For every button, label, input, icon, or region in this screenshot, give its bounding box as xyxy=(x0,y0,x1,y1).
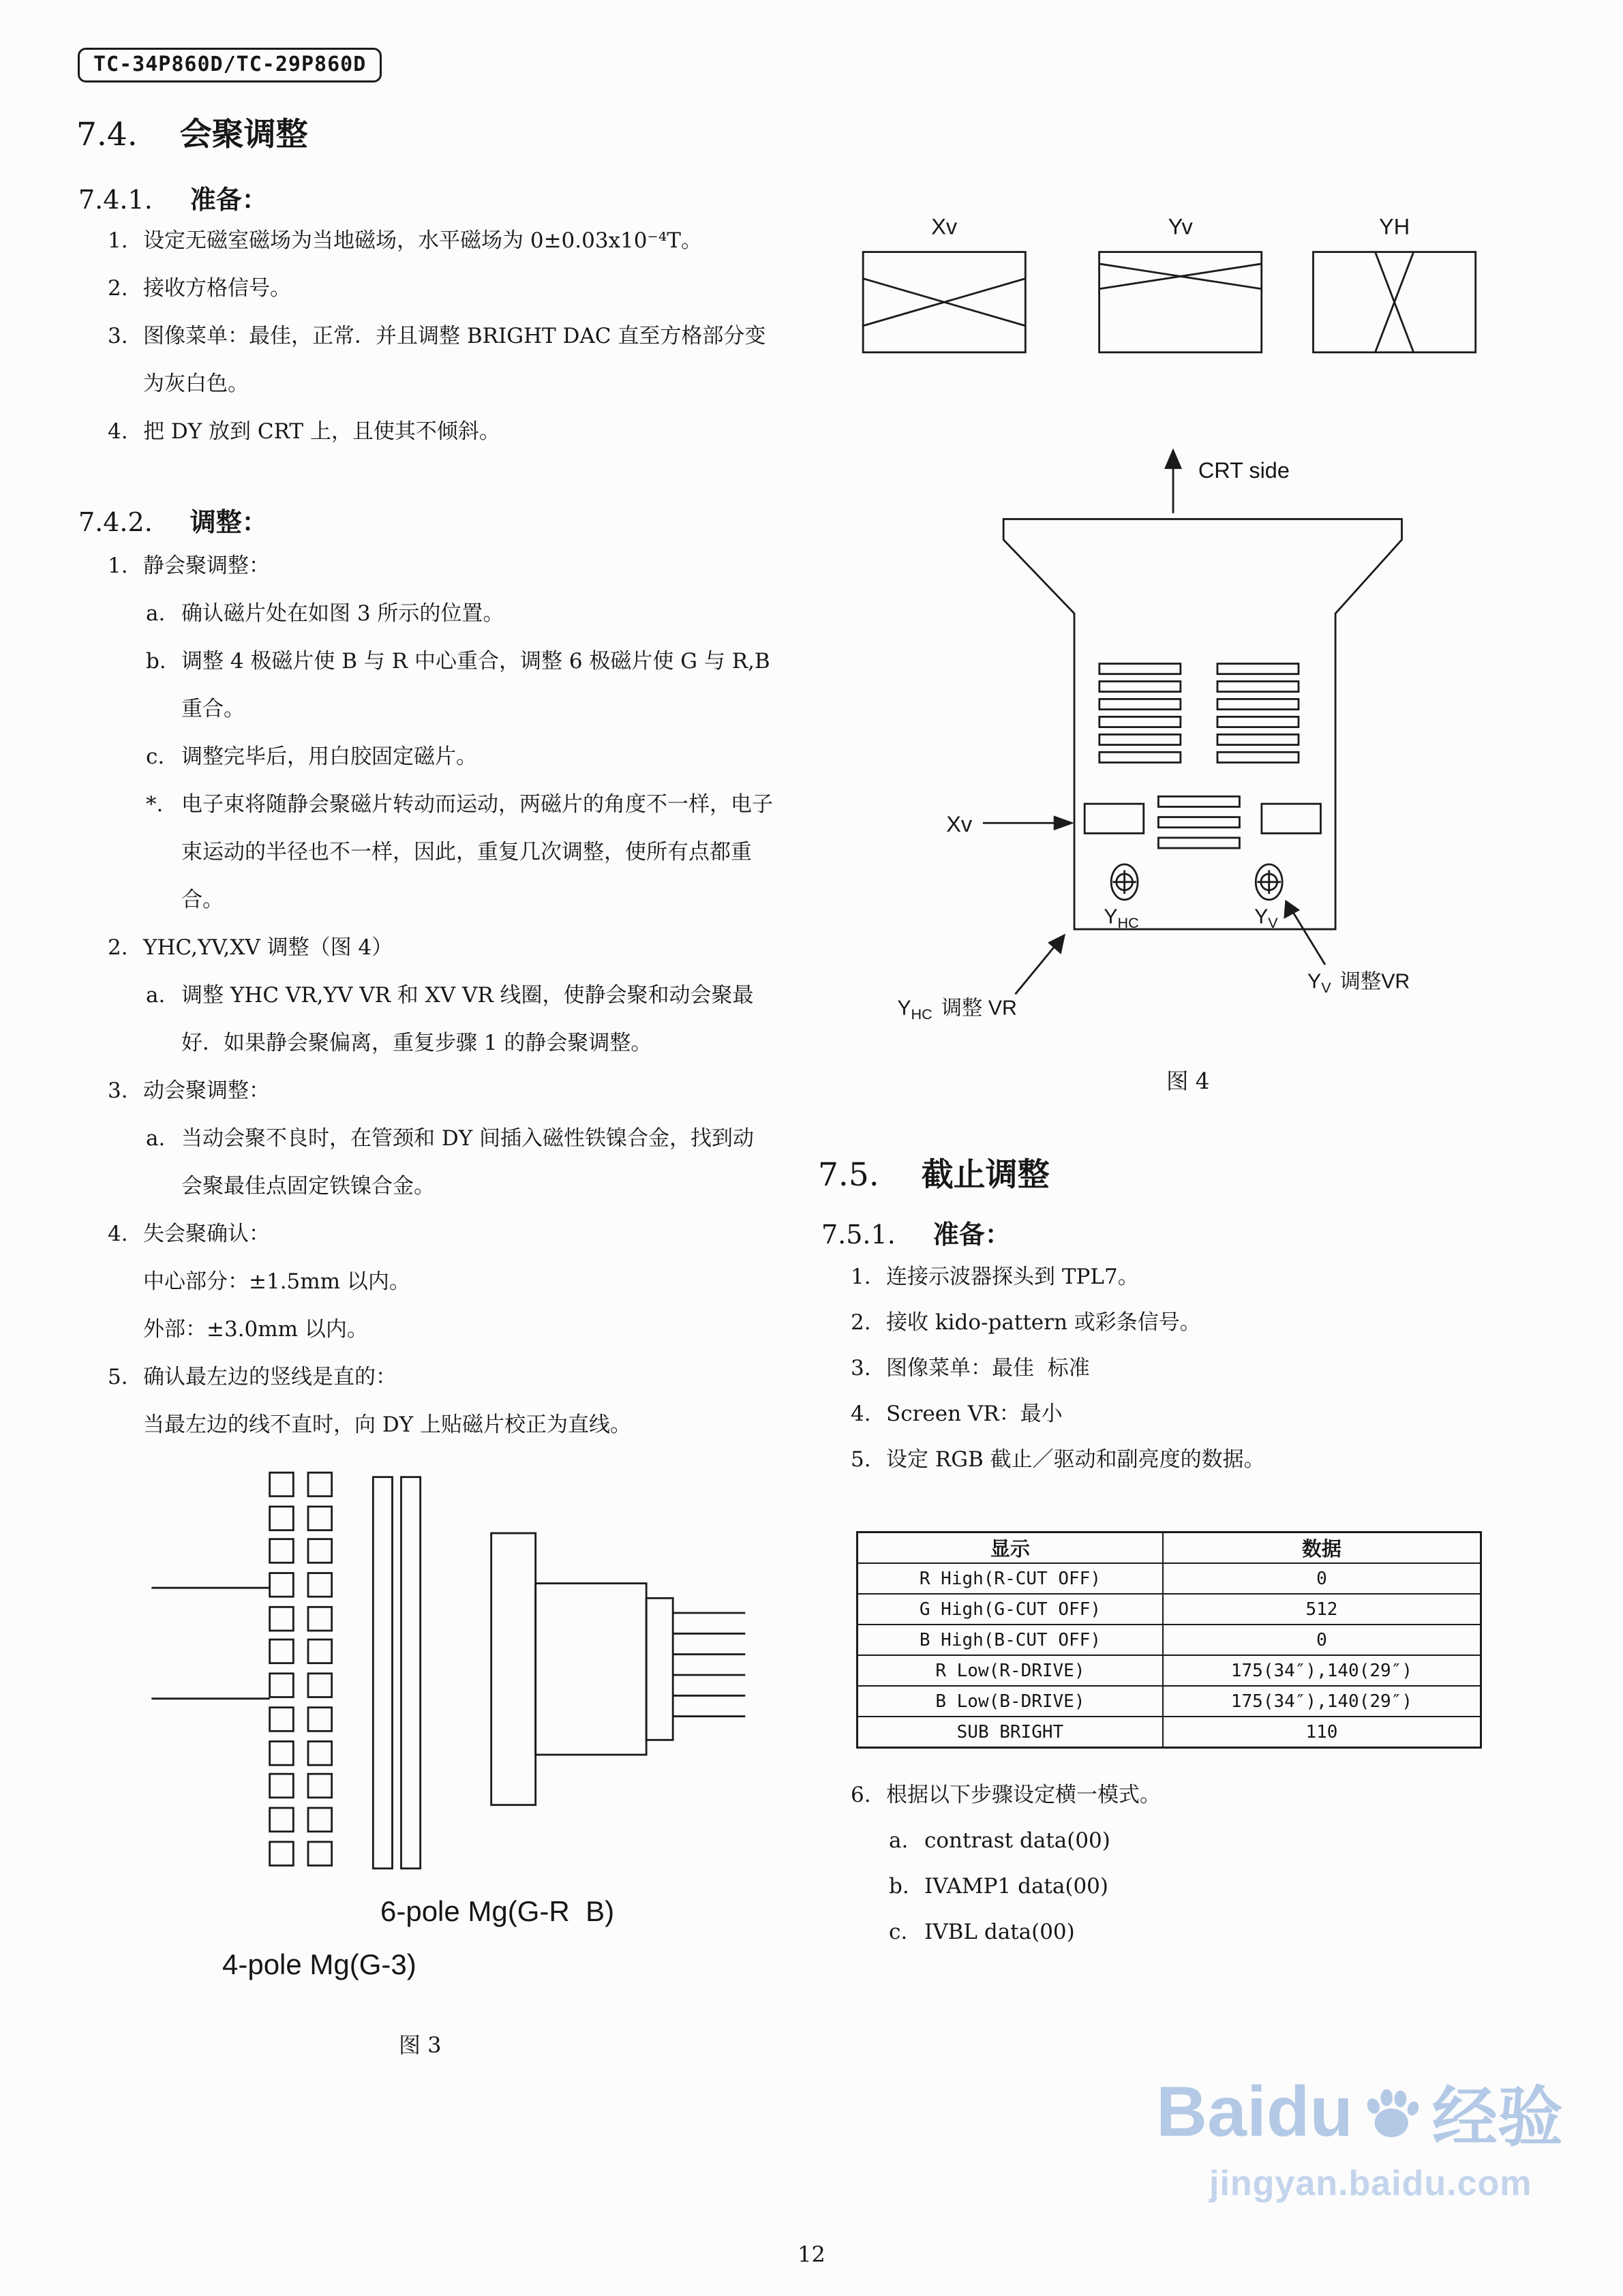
yv-vr-adjust-label: $Y_V$ 调整VR xyxy=(1307,970,1410,997)
label-4pole-magnet: 4-pole Mg(G-3) xyxy=(222,1948,416,1980)
section-7-4-title xyxy=(76,109,308,155)
list-item: a. 调整 YHC VR,YV VR 和 XV VR 线圈，使静会聚和动会聚最好．如果静会聚偏离，重复步骤 1 的静会聚调整。 xyxy=(146,983,754,1055)
list-item: 3. 图像菜单：最佳，正常．并且调整 BRIGHT DAC 直至方格部分变为灰白色。 xyxy=(108,324,766,396)
table-row: R High(R-CUT OFF) 0 xyxy=(858,1563,1481,1594)
arrow-up-right-icon xyxy=(1015,934,1065,995)
crt-side-label: CRT side xyxy=(1198,457,1290,483)
crt-neck-lines xyxy=(151,1588,269,1699)
section-7-4-2-title xyxy=(78,501,268,539)
magnet-ring-stack-left xyxy=(270,1472,294,1865)
convergence-waveform-patterns xyxy=(826,205,1505,360)
list-item: 4. 把 DY 放到 CRT 上，且使其不倾斜。 xyxy=(108,419,500,444)
page-number: 12 xyxy=(798,2241,825,2267)
column-header-data: 数据 xyxy=(1163,1532,1481,1564)
table-row: R Low(R-DRIVE) 175(34″),140(29″) xyxy=(858,1655,1481,1686)
list-item: 5. 设定 RGB 截止／驱动和副亮度的数据。 xyxy=(851,1447,1265,1472)
list-item: c. 调整完毕后，用白胶固定磁片。 xyxy=(146,744,477,769)
yhc-vr-adjust-label: $Y_{HC}$ 调整 VR xyxy=(897,997,1017,1023)
section-number: 7.5.1. xyxy=(821,1220,896,1250)
list-item: a. 当动会聚不良时，在管颈和 DY 间插入磁性铁镍合金，找到动会聚最佳点固定铁镍合金。 xyxy=(146,1126,755,1198)
baidu-jingyan-text: 经验 xyxy=(1431,2079,1563,2156)
table-header-row xyxy=(858,1532,1481,1564)
arrow-up-left-icon xyxy=(1284,900,1325,965)
figure-3-magnet-assembly xyxy=(140,1462,760,1905)
list-item: 2. 接收方格信号。 xyxy=(108,276,291,301)
section-7-5-1-title xyxy=(821,1213,1011,1251)
section-number: 7.4. xyxy=(76,116,138,153)
yhc-vr-control xyxy=(1111,864,1138,900)
adjust-list-742 xyxy=(108,542,777,1449)
section-7-5-title xyxy=(818,1149,1050,1195)
list-item: 3. 动会聚调整： xyxy=(108,1078,270,1103)
prep-list-741 xyxy=(108,217,772,455)
list-item: *. 电子束将随静会聚磁片转动而运动，两磁片的角度不一样，电子束运动的半径也不一样，因此，重复几次调整，使所有点都重合。 xyxy=(146,792,773,912)
list-item-continuation: 中心部分：±1.5mm 以内。 xyxy=(143,1269,410,1294)
arrow-up-icon xyxy=(1164,449,1182,513)
model-number: TC-34P860D/TC-29P860D xyxy=(93,52,367,76)
list-item: 3. 图像菜单：最佳 标准 xyxy=(851,1356,1090,1380)
model-number-box xyxy=(78,48,382,82)
section-title-text: 准备： xyxy=(932,1219,1011,1250)
prep-list-751 xyxy=(851,1254,1491,1483)
list-item: a. 确认磁片处在如图 3 所示的位置。 xyxy=(146,601,504,626)
section-number: 7.4.2. xyxy=(78,507,153,537)
watermark-url: jingyan.baidu.com xyxy=(1209,2164,1532,2203)
table-row: B Low(B-DRIVE) 175(34″),140(29″) xyxy=(858,1686,1481,1717)
column-header-display: 显示 xyxy=(858,1532,1163,1564)
list-item: 1. 连接示波器探头到 TPL7。 xyxy=(851,1265,1139,1289)
list-item: a. contrast data(00) xyxy=(889,1828,1110,1853)
list-item-continuation: 当最左边的线不直时，向 DY 上贴磁片校正为直线。 xyxy=(143,1413,632,1437)
waveform-label-yh: YH xyxy=(1379,214,1410,239)
waveform-label-xv: Xv xyxy=(931,214,958,239)
section-title-text: 会聚调整 xyxy=(179,116,308,153)
left-block xyxy=(1084,804,1144,833)
yv-vr-control xyxy=(1256,864,1282,900)
section-title-text: 准备： xyxy=(189,184,268,215)
coil-slats-right xyxy=(1217,664,1299,763)
baidu-logo-text: Baidu xyxy=(1156,2072,1353,2151)
list-item: 2. 接收 kido-pattern 或彩条信号。 xyxy=(851,1310,1201,1335)
list-item: 4. 失会聚确认： xyxy=(108,1222,270,1246)
step-6-block xyxy=(851,1772,1491,1955)
coil-slats-center xyxy=(1158,796,1239,848)
xv-pointer-label: Xv xyxy=(946,812,973,837)
list-item: 1. 设定无磁室磁场为当地磁场，水平磁场为 0±0.03x10⁻⁴T。 xyxy=(108,228,702,253)
list-item: c. IVBL data(00) xyxy=(889,1920,1075,1944)
section-7-4-1-title xyxy=(78,179,268,216)
right-block xyxy=(1262,804,1321,833)
section-number: 7.5. xyxy=(818,1156,879,1194)
list-item: b. 调整 4 极磁片使 B 与 R 中心重合，调整 6 极磁片使 G 与 R,B 重合。 xyxy=(146,649,777,721)
list-item: 2. YHC,YV,XV 调整（图 4） xyxy=(108,935,393,960)
cutoff-data-table xyxy=(856,1531,1482,1749)
paw-icon xyxy=(1363,2085,1423,2140)
figure-4-crt-yoke-diagram xyxy=(885,436,1505,1115)
figure-3-caption: 图 3 xyxy=(399,2032,442,2058)
list-item: 4. Screen VR：最小 xyxy=(851,1402,1063,1426)
section-title-text: 调整： xyxy=(189,507,268,537)
section-number: 7.4.1. xyxy=(78,185,153,215)
yhc-label: $Y_{HC}$ xyxy=(1104,905,1139,931)
table-row: SUB BRIGHT 110 xyxy=(858,1717,1481,1748)
list-item-continuation: 外部：±3.0mm 以内。 xyxy=(143,1317,368,1342)
yoke-body xyxy=(491,1533,673,1805)
table-row: B High(B-CUT OFF) 0 xyxy=(858,1625,1481,1655)
yv-label: $Y_V$ xyxy=(1254,905,1278,931)
list-item: 1. 静会聚调整： xyxy=(108,554,270,578)
yoke-outline xyxy=(1003,519,1401,929)
figure-4-caption: 图 4 xyxy=(1166,1068,1210,1094)
baidu-watermark xyxy=(1156,2066,1563,2204)
label-6pole-magnet: 6-pole Mg(G-R B) xyxy=(380,1895,615,1927)
magnet-ring-stack-right xyxy=(308,1472,332,1865)
list-item: 6. 根据以下步骤设定横一模式。 xyxy=(851,1783,1161,1807)
connector-pins xyxy=(673,1613,745,1717)
waveform-label-yv: Yv xyxy=(1168,214,1193,239)
section-title-text: 截止调整 xyxy=(921,1156,1050,1194)
pole-magnet-plates xyxy=(373,1477,420,1869)
coil-slats-left xyxy=(1099,664,1181,763)
table-row: G High(G-CUT OFF) 512 xyxy=(858,1594,1481,1625)
arrow-right-icon xyxy=(983,815,1074,830)
list-item: b. IVAMP1 data(00) xyxy=(889,1874,1108,1899)
list-item: 5. 确认最左边的竖线是直的： xyxy=(108,1365,397,1389)
